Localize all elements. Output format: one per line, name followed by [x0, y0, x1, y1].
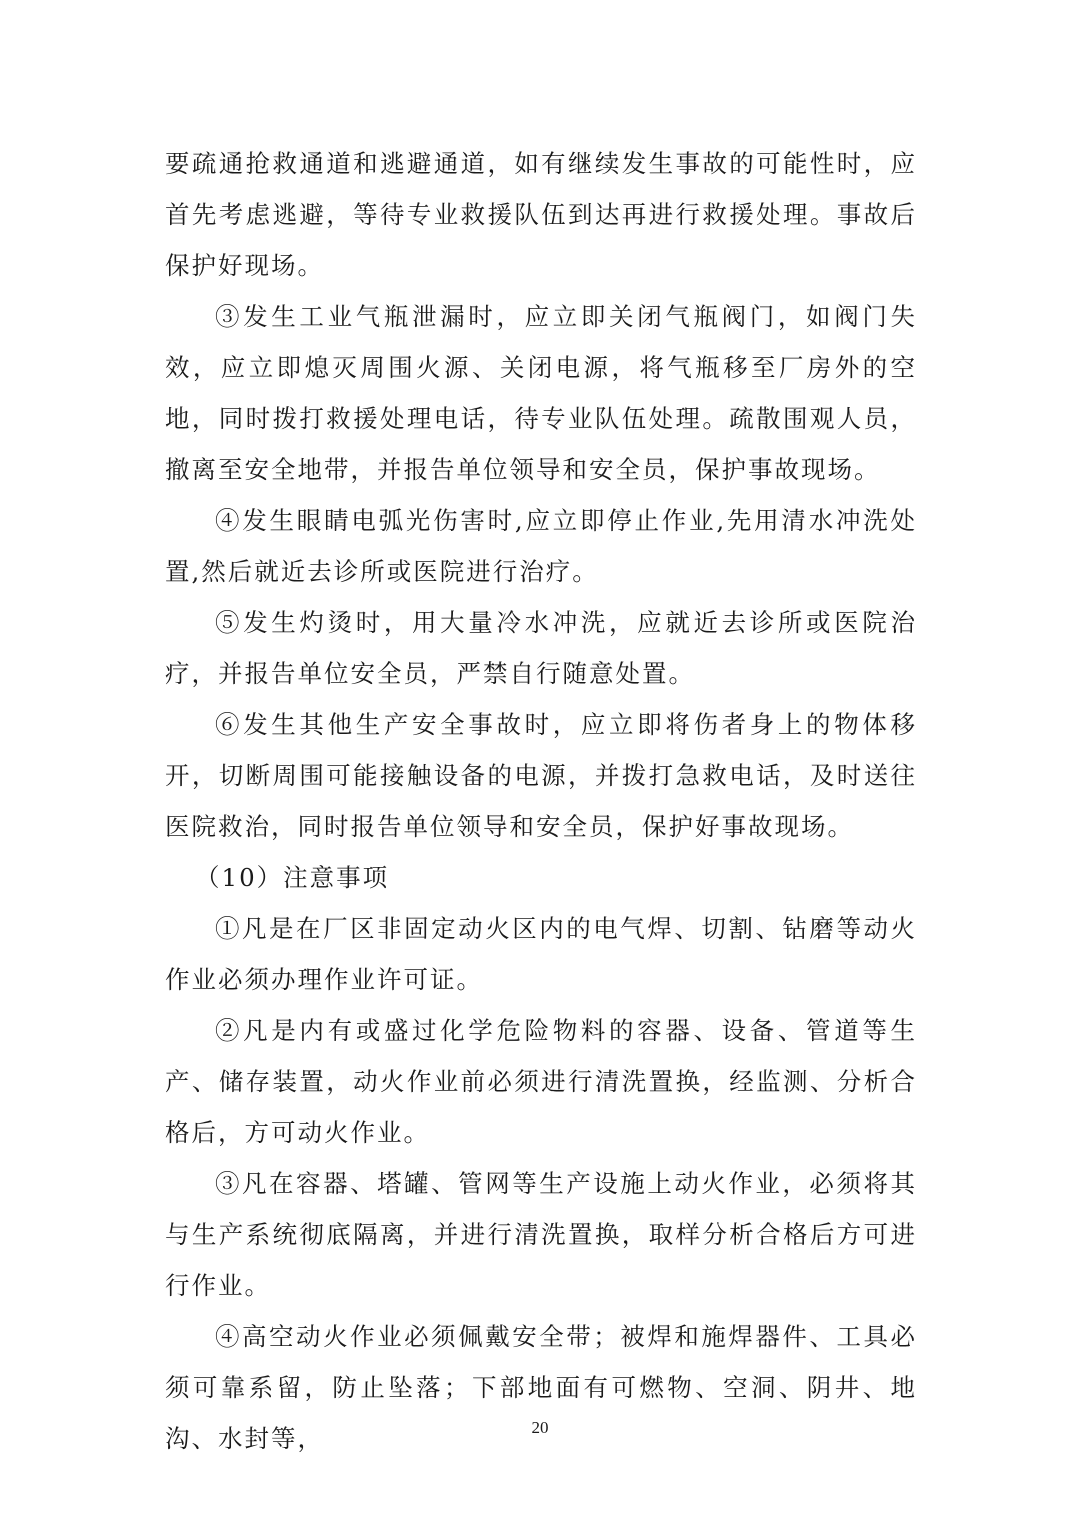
- page-number: 20: [531, 1418, 549, 1437]
- paragraph-chemical-containers: ②凡是内有或盛过化学危险物料的容器、设备、管道等生产、储存装置，动火作业前必须进行清洗置换，经监测、分析合格后，方可动火作业。: [165, 1016, 917, 1147]
- paragraph-gas-cylinder-leak: ③发生工业气瓶泄漏时，应立即关闭气瓶阀门，如阀门失效，应立即熄灭周围火源、关闭电源，将气瓶移至厂房外的空地，同时拨打救援处理电话，待专业队伍处理。疏散围观人员，撤离至安全地带，并报告单位领导和安全员，保护事故现场。: [165, 302, 917, 484]
- paragraph-eye-arc-injury: ④发生眼睛电弧光伤害时,应立即停止作业,先用清水冲洗处置,然后就近去诊所或医院进行治疗。: [165, 506, 917, 586]
- paragraph-high-altitude: ④高空动火作业必须佩戴安全带；被焊和施焊器件、工具必须可靠系留，防止坠落；下部地面有可燃物、空洞、阴井、地沟、水封等，: [165, 1322, 917, 1453]
- paragraph-isolation: ③凡在容器、塔罐、管网等生产设施上动火作业，必须将其与生产系统彻底隔离，并进行清洗置换，取样分析合格后方可进行作业。: [165, 1169, 917, 1300]
- paragraph-continuation: 要疏通抢救通道和逃避通道，如有继续发生事故的可能性时，应首先考虑逃避，等待专业救援队伍到达再进行救援处理。事故后保护好现场。: [165, 149, 917, 280]
- paragraph-other-accidents: ⑥发生其他生产安全事故时，应立即将伤者身上的物体移开，切断周围可能接触设备的电源，并拨打急救电话，及时送往医院救治，同时报告单位领导和安全员，保护好事故现场。: [165, 710, 917, 841]
- paragraph-work-permit: ①凡是在厂区非固定动火区内的电气焊、切割、钻磨等动火作业必须办理作业许可证。: [165, 914, 917, 994]
- body-text: [165, 138, 917, 1464]
- section-heading-notes: （10）注意事项: [195, 863, 390, 892]
- paragraph-burn: ⑤发生灼烫时，用大量冷水冲洗，应就近去诊所或医院治疗，并报告单位安全员，严禁自行随意处置。: [165, 608, 917, 688]
